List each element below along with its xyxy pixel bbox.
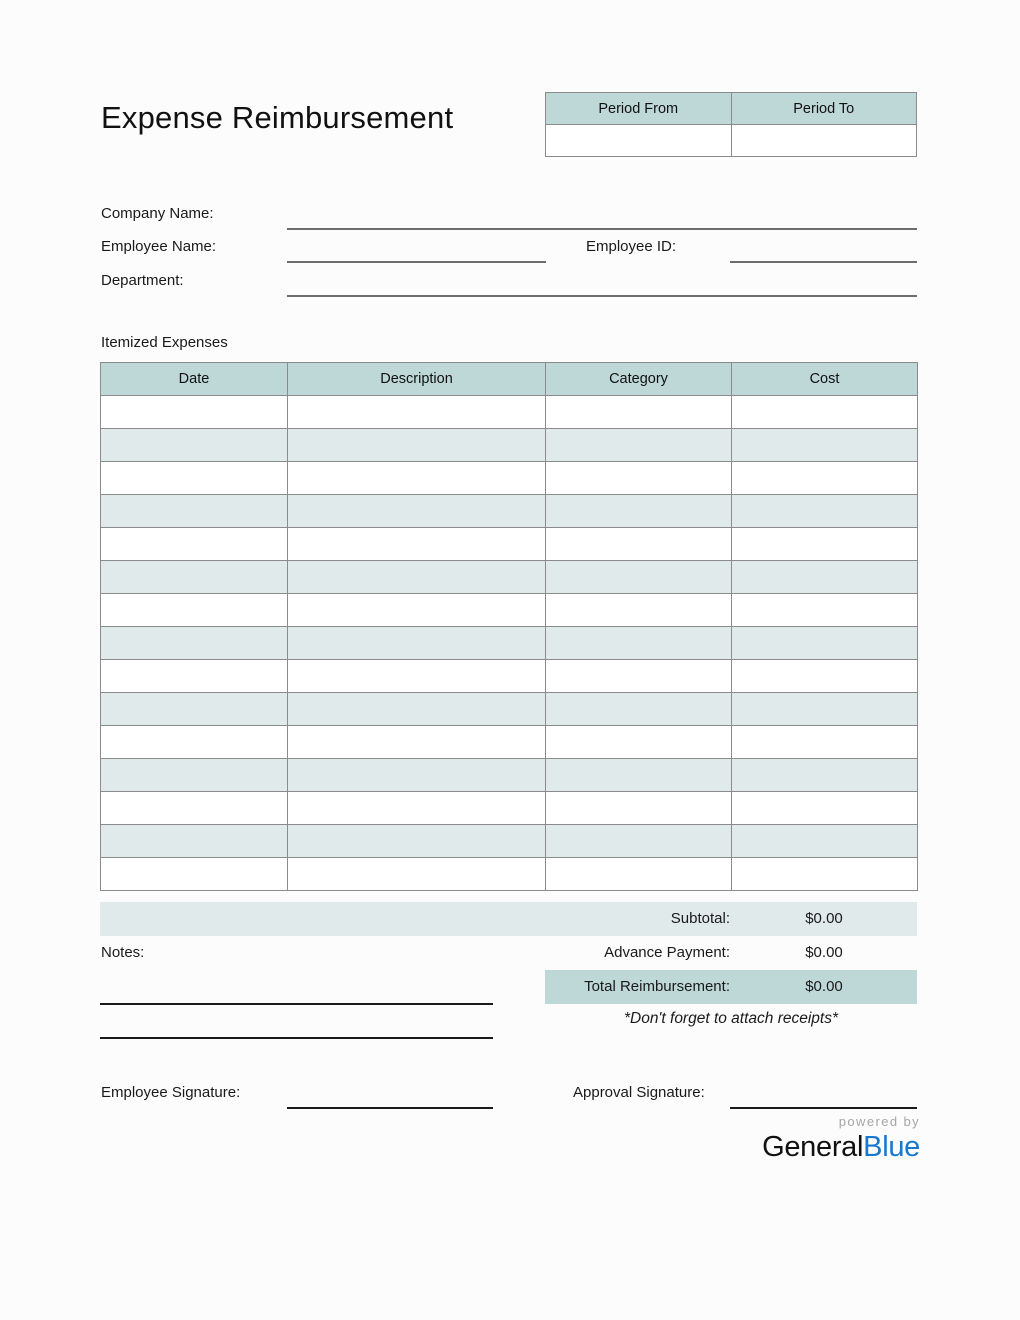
- expense-cell-date[interactable]: [101, 462, 288, 495]
- table-row: [101, 594, 918, 627]
- employee-name-input[interactable]: [287, 261, 546, 263]
- expense-cell-category[interactable]: [546, 693, 732, 726]
- employee-id-input[interactable]: [730, 261, 917, 263]
- expense-cell-category[interactable]: [546, 792, 732, 825]
- expense-cell-category[interactable]: [546, 462, 732, 495]
- notes-label: Notes:: [101, 944, 145, 961]
- itemized-expenses-caption: Itemized Expenses: [101, 334, 228, 351]
- table-row: [101, 825, 918, 858]
- expense-cell-date[interactable]: [101, 792, 288, 825]
- expense-cell-category[interactable]: [546, 825, 732, 858]
- generalblue-logo: [740, 1114, 920, 1164]
- expense-cell-date[interactable]: [101, 759, 288, 792]
- table-row: [101, 462, 918, 495]
- expense-cell-cost[interactable]: [732, 495, 918, 528]
- advance-payment-value[interactable]: $0.00: [805, 944, 843, 961]
- table-row: [101, 429, 918, 462]
- expense-cell-cost[interactable]: [732, 561, 918, 594]
- approval-signature-input[interactable]: [730, 1107, 917, 1109]
- expense-cell-category[interactable]: [546, 627, 732, 660]
- brand-name: [740, 1130, 920, 1164]
- expense-cell-date[interactable]: [101, 429, 288, 462]
- employee-signature-input[interactable]: [287, 1107, 493, 1109]
- period-header-row: [546, 93, 917, 125]
- employee-name-label: Employee Name:: [101, 238, 217, 255]
- expense-cell-cost[interactable]: [732, 594, 918, 627]
- expense-cell-description[interactable]: [288, 792, 546, 825]
- expense-cell-category[interactable]: [546, 759, 732, 792]
- table-row: [101, 396, 918, 429]
- expense-cell-description[interactable]: [288, 429, 546, 462]
- period-to-header: Period To: [731, 93, 917, 125]
- expense-cell-cost[interactable]: [732, 825, 918, 858]
- table-row: [101, 495, 918, 528]
- brand-name-general: General: [762, 1131, 864, 1163]
- expense-cell-cost[interactable]: [732, 660, 918, 693]
- table-row: [101, 858, 918, 891]
- expense-cell-cost[interactable]: [732, 693, 918, 726]
- expense-cell-category[interactable]: [546, 561, 732, 594]
- page-title: Expense Reimbursement: [101, 100, 454, 135]
- column-header-description: Description: [288, 363, 546, 396]
- table-row: [101, 759, 918, 792]
- period-from-input[interactable]: [546, 125, 732, 157]
- department-input[interactable]: [287, 295, 917, 297]
- expense-cell-description[interactable]: [288, 561, 546, 594]
- expense-cell-description[interactable]: [288, 396, 546, 429]
- company-name-label: Company Name:: [101, 205, 214, 222]
- expense-cell-category[interactable]: [546, 858, 732, 891]
- notes-input-line-1[interactable]: [100, 1003, 493, 1005]
- column-header-date: Date: [101, 363, 288, 396]
- expense-cell-category[interactable]: [546, 429, 732, 462]
- period-table: [545, 92, 917, 157]
- expense-cell-description[interactable]: [288, 462, 546, 495]
- department-label: Department:: [101, 272, 184, 289]
- company-name-input[interactable]: [287, 228, 917, 230]
- column-header-category: Category: [546, 363, 732, 396]
- expense-cell-description[interactable]: [288, 693, 546, 726]
- expense-cell-cost[interactable]: [732, 528, 918, 561]
- expense-cell-date[interactable]: [101, 858, 288, 891]
- total-reimbursement-label: Total Reimbursement:: [584, 978, 730, 995]
- expense-cell-description[interactable]: [288, 627, 546, 660]
- expense-cell-date[interactable]: [101, 660, 288, 693]
- expense-cell-description[interactable]: [288, 858, 546, 891]
- approval-signature-label: Approval Signature:: [573, 1084, 705, 1101]
- subtotal-value: $0.00: [805, 910, 843, 927]
- period-to-input[interactable]: [731, 125, 917, 157]
- table-row: [101, 627, 918, 660]
- expense-cell-description[interactable]: [288, 825, 546, 858]
- expense-cell-date[interactable]: [101, 825, 288, 858]
- expense-cell-cost[interactable]: [732, 858, 918, 891]
- notes-input-line-2[interactable]: [100, 1037, 493, 1039]
- expense-cell-cost[interactable]: [732, 429, 918, 462]
- advance-payment-label: Advance Payment:: [604, 944, 730, 961]
- expense-cell-date[interactable]: [101, 396, 288, 429]
- advance-payment-row: [100, 936, 917, 970]
- attach-receipts-note: *Don't forget to attach receipts*: [623, 1010, 839, 1027]
- expense-cell-date[interactable]: [101, 693, 288, 726]
- table-row: [101, 792, 918, 825]
- expense-cell-description[interactable]: [288, 726, 546, 759]
- expense-cell-description[interactable]: [288, 594, 546, 627]
- expense-cell-date[interactable]: [101, 561, 288, 594]
- brand-name-blue: Blue: [863, 1131, 920, 1163]
- expense-cell-cost[interactable]: [732, 792, 918, 825]
- subtotal-row: [100, 902, 917, 936]
- expense-cell-cost[interactable]: [732, 462, 918, 495]
- total-reimbursement-value: $0.00: [805, 978, 843, 995]
- expense-cell-date[interactable]: [101, 528, 288, 561]
- employee-id-label: Employee ID:: [586, 238, 677, 255]
- period-value-row: [546, 125, 917, 157]
- powered-by-label: powered by: [838, 1114, 920, 1129]
- total-reimbursement-row: [100, 970, 917, 1004]
- table-row: [101, 561, 918, 594]
- expense-cell-cost[interactable]: [732, 627, 918, 660]
- expense-cell-cost[interactable]: [732, 726, 918, 759]
- expense-cell-cost[interactable]: [732, 396, 918, 429]
- expense-cell-category[interactable]: [546, 726, 732, 759]
- itemized-expenses-table: [100, 362, 918, 891]
- expense-cell-date[interactable]: [101, 594, 288, 627]
- expense-cell-description[interactable]: [288, 528, 546, 561]
- expense-cell-category[interactable]: [546, 594, 732, 627]
- expense-cell-category[interactable]: [546, 660, 732, 693]
- table-row: [101, 693, 918, 726]
- table-row: [101, 528, 918, 561]
- expense-cell-cost[interactable]: [732, 759, 918, 792]
- column-header-cost: Cost: [732, 363, 918, 396]
- period-from-header: Period From: [546, 93, 732, 125]
- subtotal-label: Subtotal:: [670, 910, 730, 927]
- expense-cell-date[interactable]: [101, 495, 288, 528]
- expense-cell-description[interactable]: [288, 660, 546, 693]
- expense-table-header-row: [101, 363, 918, 396]
- expense-cell-category[interactable]: [546, 495, 732, 528]
- employee-signature-label: Employee Signature:: [101, 1084, 241, 1101]
- expense-cell-category[interactable]: [546, 528, 732, 561]
- table-row: [101, 726, 918, 759]
- expense-cell-category[interactable]: [546, 396, 732, 429]
- expense-cell-description[interactable]: [288, 759, 546, 792]
- table-row: [101, 660, 918, 693]
- expense-cell-date[interactable]: [101, 726, 288, 759]
- expense-cell-description[interactable]: [288, 495, 546, 528]
- expense-cell-date[interactable]: [101, 627, 288, 660]
- summary-section: [100, 902, 917, 1004]
